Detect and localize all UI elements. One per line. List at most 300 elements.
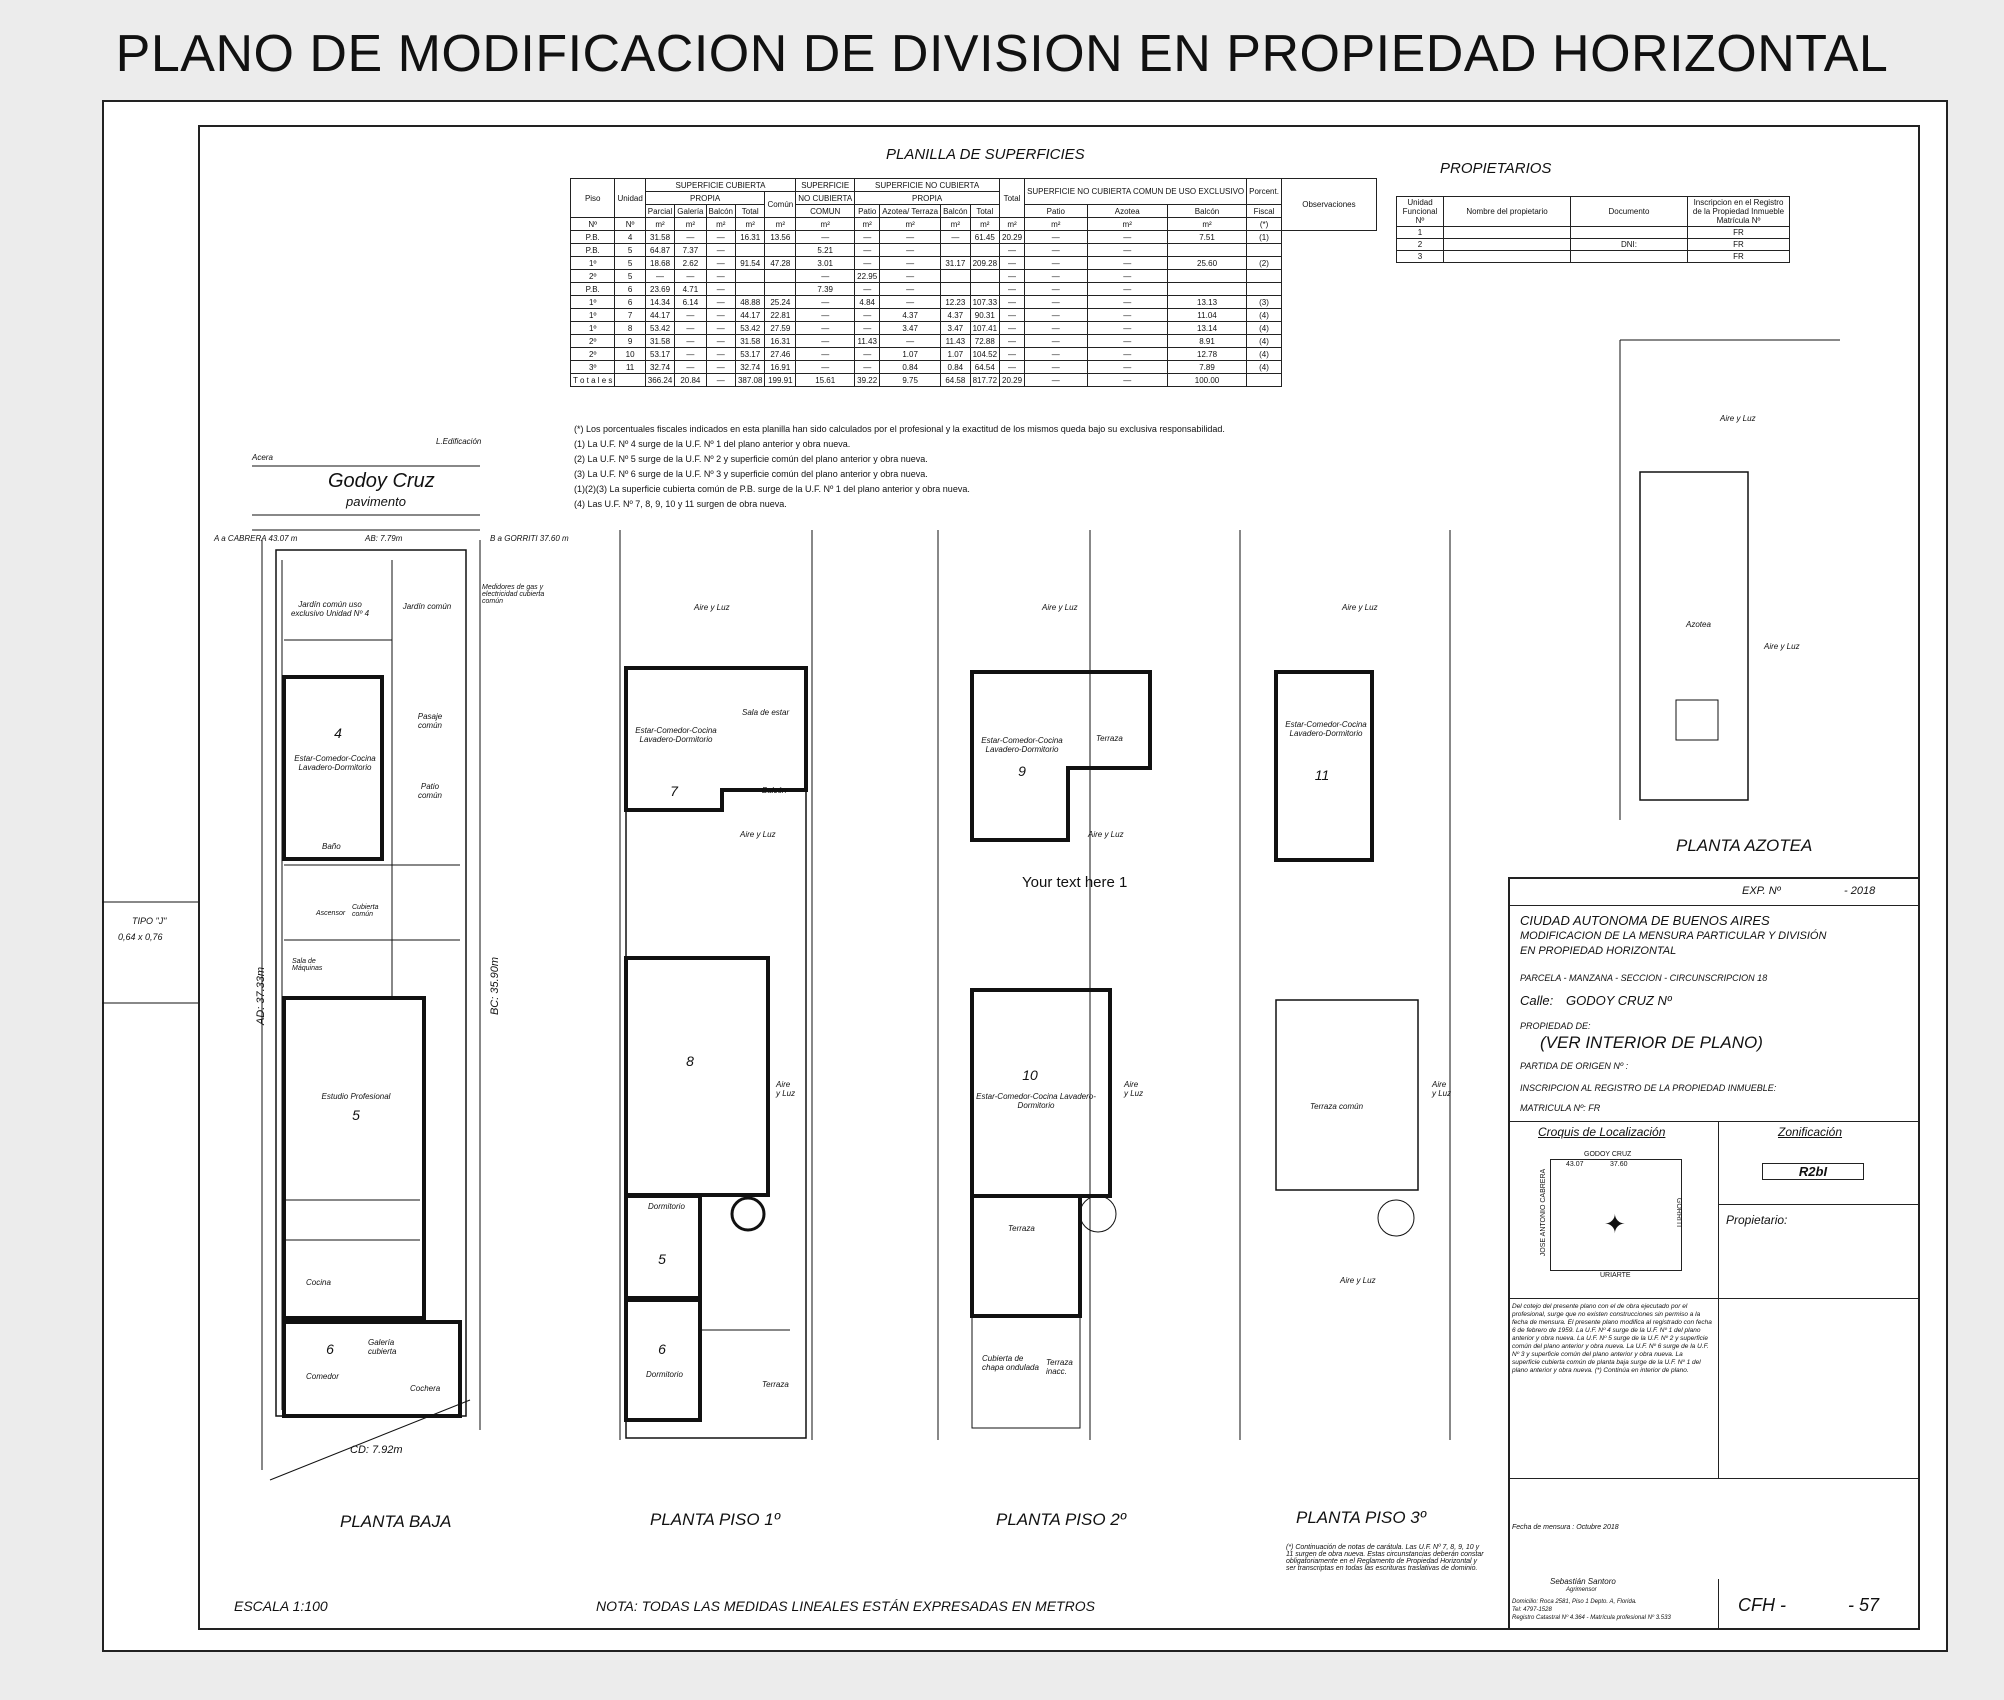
- th-piso: Piso: [571, 179, 615, 218]
- table-cell: 1º: [571, 309, 615, 322]
- table-cell: 3.47: [880, 322, 941, 335]
- th-m2: m²: [706, 218, 735, 231]
- table-cell: 22.81: [765, 309, 796, 322]
- table-cell: 107.33: [970, 296, 999, 309]
- domicilio: Domicilio: Roca 2581, Piso 1 Depto. A, Florida.: [1512, 1599, 1637, 1605]
- table-cell: (4): [1247, 348, 1282, 361]
- th-porcent: Porcent.: [1247, 179, 1282, 205]
- table-cell: 31.58: [645, 335, 674, 348]
- table-cell: —: [1087, 348, 1167, 361]
- table-cell: —: [1087, 322, 1167, 335]
- note-line: (4) Las U.F. Nº 7, 8, 9, 10 y 11 surgen de obra nueva.: [574, 499, 787, 509]
- table-cell: 53.17: [735, 348, 764, 361]
- table-cell: 48.88: [735, 296, 764, 309]
- table-cell: 20.29: [1000, 374, 1025, 387]
- th-propia2: PROPIA: [855, 192, 1000, 205]
- room-label: Estar-Comedor-Cocina Lavadero-Dormitorio: [976, 1092, 1096, 1110]
- th-balcon: Balcón: [706, 205, 735, 218]
- table-cell: 0.84: [941, 361, 970, 374]
- table-cell: —: [1087, 374, 1167, 387]
- telefono: Tel: 4797-1528: [1512, 1607, 1552, 1613]
- table-cell: —: [675, 322, 706, 335]
- note-line: (2) La U.F. Nº 5 surge de la U.F. Nº 2 y superficie común del plano anterior y obra nueva.: [574, 454, 928, 464]
- table-cell: 11: [615, 361, 645, 374]
- table-cell: 91.54: [735, 257, 764, 270]
- table-cell: (1): [1247, 231, 1282, 244]
- th-fiscal: Fiscal: [1247, 205, 1282, 218]
- table-cell: —: [706, 257, 735, 270]
- room-label: Cochera: [410, 1384, 441, 1393]
- partida: PARTIDA DE ORIGEN Nº :: [1520, 1061, 1629, 1071]
- table-cell: 6: [615, 296, 645, 309]
- terraza-p2: [972, 1196, 1080, 1316]
- table-cell: 44.17: [735, 309, 764, 322]
- table-cell: 20.84: [675, 374, 706, 387]
- th-no-cubierta: NO CUBIERTA: [796, 192, 855, 205]
- table-cell: 32.74: [645, 361, 674, 374]
- uf-number: 6: [326, 1341, 334, 1357]
- table-cell: (4): [1247, 361, 1282, 374]
- aire-luz-label: Aire y Luz: [1342, 603, 1378, 612]
- table-cell: 817.72: [970, 374, 999, 387]
- acera-label: Acera: [252, 453, 273, 462]
- table-cell: —: [855, 309, 880, 322]
- table-cell: 72.88: [970, 335, 999, 348]
- table-cell: (4): [1247, 322, 1282, 335]
- uf-number: 7: [670, 783, 678, 799]
- note-line: (1) La U.F. Nº 4 surge de la U.F. Nº 1 del plano anterior y obra nueva.: [574, 439, 851, 449]
- aire-luz-label: Aire y Luz: [740, 830, 776, 839]
- th-obs: Observaciones: [1281, 179, 1376, 231]
- th-m2: m²: [1087, 218, 1167, 231]
- table-cell: —: [796, 361, 855, 374]
- table-cell: 27.46: [765, 348, 796, 361]
- table-cell: (3): [1247, 296, 1282, 309]
- table-cell: —: [1025, 348, 1087, 361]
- table-cell: —: [1087, 335, 1167, 348]
- table-cell: —: [706, 270, 735, 283]
- inscripcion: INSCRIPCION AL REGISTRO DE LA PROPIEDAD INMUEBLE:: [1520, 1083, 1777, 1093]
- table-cell: FR: [1688, 239, 1790, 251]
- table-cell: —: [941, 231, 970, 244]
- table-cell: 7: [615, 309, 645, 322]
- table-cell: —: [675, 335, 706, 348]
- th-m2: m²: [880, 218, 941, 231]
- table-cell: 387.08: [735, 374, 764, 387]
- aire-luz-label: Aire y Luz: [1764, 642, 1800, 651]
- table-cell: DNI:: [1571, 239, 1688, 251]
- croquis-d1: 43.07: [1566, 1161, 1584, 1168]
- th-ast: (*): [1247, 218, 1282, 231]
- table-cell: 16.31: [765, 335, 796, 348]
- title-block: [1508, 877, 1920, 1630]
- th-m2: m²: [970, 218, 999, 231]
- th-m2: m²: [1000, 218, 1025, 231]
- room-label: Terraza: [1096, 734, 1123, 743]
- room-label: Baño: [322, 842, 341, 851]
- table-cell: P.B.: [571, 283, 615, 296]
- table-cell: FR: [1688, 251, 1790, 263]
- aire-luz-label: Aire y Luz: [694, 603, 730, 612]
- table-cell: 6: [615, 283, 645, 296]
- th-total-nc: Total: [970, 205, 999, 218]
- uf-number: 8: [686, 1053, 694, 1069]
- aire-luz-label: Aire y Luz: [1720, 414, 1756, 423]
- table-cell: 9.75: [880, 374, 941, 387]
- table-cell: —: [1025, 296, 1087, 309]
- table-cell: 32.74: [735, 361, 764, 374]
- table-cell: 64.54: [970, 361, 999, 374]
- table-cell: —: [706, 335, 735, 348]
- propietario-label: Propietario:: [1726, 1213, 1788, 1227]
- parcela: PARCELA - MANZANA - SECCION - CIRCUNSCRIPCION 18: [1520, 973, 1768, 983]
- note-line: (1)(2)(3) La superficie cubierta común de P.B. surge de la U.F. Nº 1 del plano anterior y obra nueva.: [574, 484, 970, 494]
- table-cell: —: [706, 309, 735, 322]
- zona-badge: R2bI: [1762, 1163, 1864, 1180]
- table-cell: 7.37: [675, 244, 706, 257]
- aire-luz-label: Aire y Luz: [1432, 1080, 1452, 1098]
- room-label: Galería cubierta: [368, 1338, 397, 1356]
- cabrera-label: A a CABRERA 43.07 m: [214, 534, 298, 543]
- th-m2: m²: [855, 218, 880, 231]
- note-line: (*) Los porcentuales fiscales indicados en esta planilla han sido calculados por el profesional y la exactitud de los mismos queda bajo su exclusiva responsabilidad.: [574, 424, 1225, 434]
- th-total-cub: Total: [735, 205, 764, 218]
- table-cell: 209.28: [970, 257, 999, 270]
- table-cell: T o t a l e s: [571, 374, 615, 387]
- cfh-label: CFH -: [1738, 1595, 1786, 1615]
- cd-dimension: CD: 7.92m: [350, 1444, 403, 1456]
- table-cell: 100.00: [1167, 374, 1246, 387]
- street-name: Godoy Cruz: [328, 470, 435, 492]
- uf5-box-p1: [626, 1196, 700, 1298]
- table-cell: —: [675, 231, 706, 244]
- th-m2: m²: [675, 218, 706, 231]
- table-cell: 1.07: [941, 348, 970, 361]
- table-cell: 31.58: [735, 335, 764, 348]
- gorriti-label: B a GORRITI 37.60 m: [490, 534, 569, 543]
- table-cell: —: [706, 361, 735, 374]
- uf-number: 6: [658, 1341, 666, 1357]
- ab-label: AB: 7.79m: [365, 534, 403, 543]
- table-cell: —: [1000, 348, 1025, 361]
- room-label: Jardín común uso exclusivo Unidad Nº 4: [290, 600, 370, 618]
- table-cell: 18.68: [645, 257, 674, 270]
- room-label: Sala de estar: [742, 708, 790, 717]
- agrimensor-name: Sebastián Santoro: [1550, 1577, 1616, 1586]
- uf6-box-p1: [626, 1300, 700, 1420]
- table-cell: 6.14: [675, 296, 706, 309]
- table-cell: 1.07: [880, 348, 941, 361]
- table-cell: (2): [1247, 257, 1282, 270]
- table-cell: 23.69: [645, 283, 674, 296]
- table-cell: 12.78: [1167, 348, 1246, 361]
- th-unidad: Unidad: [615, 179, 645, 218]
- table-cell: —: [796, 231, 855, 244]
- notes-continuation: (*) Continuación de notas de carátula. Las U.F. Nº 7, 8, 9, 10 y 11 surgen de obra nueva. Estas circunstancias deberán constar obligatoriamente en el Reglamento de Propiedad Horizontal y ser transcriptas en todas las escrituras traslativas de dominio.: [1286, 1544, 1484, 1572]
- uf-number: 10: [1022, 1067, 1038, 1083]
- table-cell: 107.41: [970, 322, 999, 335]
- caption-piso-2: PLANTA PISO 2º: [996, 1510, 1126, 1529]
- table-cell: 7.51: [1167, 231, 1246, 244]
- uf5-box-pb: [284, 998, 424, 1318]
- exp-label: EXP. Nº: [1742, 885, 1781, 897]
- exp-year: - 2018: [1844, 885, 1876, 897]
- table-cell: —: [706, 296, 735, 309]
- table-cell: —: [1000, 296, 1025, 309]
- table-cell: —: [1000, 244, 1025, 257]
- th-balcon2: Balcón: [941, 205, 970, 218]
- th-uf: Unidad Funcional Nº: [1397, 197, 1444, 227]
- escala: ESCALA 1:100: [234, 1598, 328, 1614]
- th-superficie: SUPERFICIE: [796, 179, 855, 192]
- table-cell: —: [855, 361, 880, 374]
- room-label: Estudio Profesional: [321, 1092, 391, 1101]
- table-cell: 366.24: [645, 374, 674, 387]
- th-sup-no-cubierta: SUPERFICIE NO CUBIERTA: [855, 179, 1000, 192]
- table-cell: —: [1087, 244, 1167, 257]
- th-m2: m²: [941, 218, 970, 231]
- th-m2: m²: [1025, 218, 1087, 231]
- aire-luz-label: Aire y Luz: [776, 1080, 796, 1098]
- table-cell: —: [1087, 283, 1167, 296]
- table-cell: 16.91: [765, 361, 796, 374]
- table-cell: —: [706, 283, 735, 296]
- th-azotea2: Azotea: [1087, 205, 1167, 218]
- table-cell: 14.34: [645, 296, 674, 309]
- table-cell: —: [1025, 257, 1087, 270]
- en-ph: EN PROPIEDAD HORIZONTAL: [1520, 945, 1677, 957]
- table-cell: 5.21: [796, 244, 855, 257]
- caption-planta-baja: PLANTA BAJA: [340, 1512, 452, 1531]
- table-cell: —: [1000, 335, 1025, 348]
- planilla-title: PLANILLA DE SUPERFICIES: [886, 146, 1085, 163]
- table-cell: —: [880, 335, 941, 348]
- table-cell: —: [1000, 270, 1025, 283]
- agrimensor-title: Agrimensor: [1566, 1587, 1597, 1593]
- room-label: Estar-Comedor-Cocina Lavadero-Dormitorio: [294, 754, 376, 772]
- table-cell: 2º: [571, 335, 615, 348]
- title-block-notes: Del cotejo del presente plano con el de obra ejecutado por el profesional, surge que no existen construcciones sin permiso a la fecha de mensura. El presente plano modifica al registrado con fecha 6 de febrero de 1959. La U.F. Nº 4 surge de la U.F. Nº 1 del plano anterior y obra nueva. La U.F. Nº 5 surge de la U.F. Nº 2 y superficie común del plano anterior y obra nueva. La U.F. Nº 6 surge de la U.F. Nº 3 y superficie común del plano anterior y obra nueva. La superficie cubierta común de planta baja surge de la U.F. Nº 1 del plano anterior y obra nueva. (*) Continúa en interior de plano.: [1512, 1303, 1712, 1374]
- th-parcial: Parcial: [645, 205, 674, 218]
- page-title: PLANO DE MODIFICACION DE DIVISION EN PROPIEDAD HORIZONTAL: [115, 25, 1889, 83]
- table-cell: 13.56: [765, 231, 796, 244]
- uf9-box: [972, 672, 1150, 840]
- table-cell: 7.39: [796, 283, 855, 296]
- table-cell: —: [1025, 322, 1087, 335]
- room-label: Estar-Comedor-Cocina Lavadero-Dormitorio: [1285, 720, 1367, 738]
- table-cell: 8: [615, 322, 645, 335]
- croquis-cabrera: JOSE ANTONIO CABRERA: [1540, 1168, 1548, 1257]
- table-cell: —: [675, 348, 706, 361]
- th-no2: Nº: [615, 218, 645, 231]
- th-sup-excl: SUPERFICIE NO CUBIERTA COMUN DE USO EXCLUSIVO: [1025, 179, 1247, 205]
- table-cell: 13.13: [1167, 296, 1246, 309]
- th-patio2: Patio: [1025, 205, 1087, 218]
- croquis-title: Croquis de Localización: [1538, 1125, 1666, 1139]
- room-label: Medidores de gas y electricidad cubierta común: [482, 584, 545, 605]
- nota-medidas: NOTA: TODAS LAS MEDIDAS LINEALES ESTÁN EXPRESADAS EN METROS: [596, 1598, 1095, 1614]
- zonificacion-title: Zonificación: [1778, 1125, 1843, 1139]
- table-cell: 27.59: [765, 322, 796, 335]
- placeholder-text: Your text here 1: [1022, 874, 1128, 891]
- table-cell: —: [880, 270, 941, 283]
- table-cell: 61.45: [970, 231, 999, 244]
- table-cell: —: [880, 244, 941, 257]
- pavimento-label: pavimento: [346, 494, 406, 509]
- azotea-outline: [1640, 472, 1748, 800]
- table-cell: 53.42: [645, 322, 674, 335]
- caption-piso-1: PLANTA PISO 1º: [650, 1510, 780, 1529]
- table-cell: 64.58: [941, 374, 970, 387]
- th-total: Total: [1000, 179, 1025, 218]
- uf-number: 11: [1314, 767, 1330, 783]
- ad-dimension: AD: 37.33m: [255, 966, 268, 1026]
- room-label: Cubierta común: [352, 904, 379, 918]
- table-cell: 1º: [571, 322, 615, 335]
- table-cell: 5: [615, 244, 645, 257]
- table-cell: 53.42: [735, 322, 764, 335]
- table-cell: 3.01: [796, 257, 855, 270]
- ver-interior: (VER INTERIOR DE PLANO): [1540, 1033, 1763, 1052]
- table-cell: —: [796, 270, 855, 283]
- table-cell: —: [796, 348, 855, 361]
- table-cell: —: [706, 244, 735, 257]
- table-cell: 47.28: [765, 257, 796, 270]
- table-cell: —: [796, 309, 855, 322]
- table-cell: —: [880, 231, 941, 244]
- uf11-box: [1276, 672, 1372, 860]
- table-cell: 4.37: [880, 309, 941, 322]
- tipo-label: TIPO "J": [132, 916, 167, 926]
- table-cell: —: [645, 270, 674, 283]
- table-cell: 39.22: [855, 374, 880, 387]
- uf-number: 9: [1018, 763, 1026, 779]
- table-cell: 53.17: [645, 348, 674, 361]
- aire-luz-label: Aire y Luz: [1124, 1080, 1144, 1098]
- table-cell: —: [1087, 361, 1167, 374]
- aire-luz-label: Aire y Luz: [1340, 1276, 1376, 1285]
- table-cell: 1: [1397, 227, 1444, 239]
- room-label: Estar-Comedor-Cocina Lavadero-Dormitorio: [981, 736, 1063, 754]
- matricula: MATRICULA Nº: FR: [1520, 1103, 1601, 1113]
- table-cell: —: [1025, 283, 1087, 296]
- registro: Registro Catastral Nº 4.364 - Matrícula profesional Nº 3.533: [1512, 1615, 1671, 1621]
- th-balcon3: Balcón: [1167, 205, 1246, 218]
- table-cell: 10: [615, 348, 645, 361]
- table-cell: —: [880, 296, 941, 309]
- th-comun: Común: [765, 192, 796, 218]
- table-cell: 2: [1397, 239, 1444, 251]
- room-label: Dormitorio: [646, 1370, 683, 1379]
- table-cell: —: [1025, 361, 1087, 374]
- room-label: Terraza: [1008, 1224, 1035, 1233]
- ciudad: CIUDAD AUTONOMA DE BUENOS AIRES: [1520, 913, 1770, 928]
- table-cell: 104.52: [970, 348, 999, 361]
- table-cell: P.B.: [571, 244, 615, 257]
- table-cell: 15.61: [796, 374, 855, 387]
- table-cell: (4): [1247, 335, 1282, 348]
- th-sup-cubierta: SUPERFICIE CUBIERTA: [645, 179, 795, 192]
- table-cell: —: [1000, 283, 1025, 296]
- uf6-box-pb: [284, 1322, 460, 1416]
- room-label: Balcón: [762, 786, 787, 795]
- table-cell: 11.43: [941, 335, 970, 348]
- bc-dimension: BC: 35.90m: [489, 956, 502, 1016]
- table-cell: 4: [615, 231, 645, 244]
- table-cell: —: [675, 309, 706, 322]
- table-cell: —: [675, 270, 706, 283]
- table-cell: —: [1000, 361, 1025, 374]
- room-label: Terraza: [762, 1380, 789, 1389]
- table-cell: 3º: [571, 361, 615, 374]
- table-cell: —: [1087, 270, 1167, 283]
- th-m2: m²: [1167, 218, 1246, 231]
- table-cell: —: [1025, 309, 1087, 322]
- th-patio: Patio: [855, 205, 880, 218]
- table-cell: —: [796, 322, 855, 335]
- table-cell: 90.31: [970, 309, 999, 322]
- aire-luz-label: Aire y Luz: [1088, 830, 1124, 839]
- table-cell: 20.29: [1000, 231, 1025, 244]
- table-cell: 7.89: [1167, 361, 1246, 374]
- fecha-mensura: Fecha de mensura : Octubre 2018: [1512, 1524, 1619, 1531]
- table-cell: —: [706, 374, 735, 387]
- table-cell: —: [706, 348, 735, 361]
- th-m2: m²: [735, 218, 764, 231]
- uf-number: 5: [352, 1107, 360, 1123]
- table-cell: 1º: [571, 296, 615, 309]
- croquis-godoy: GODOY CRUZ: [1584, 1151, 1632, 1158]
- th-galeria: Galería: [675, 205, 706, 218]
- table-cell: 13.14: [1167, 322, 1246, 335]
- table-cell: —: [880, 283, 941, 296]
- table-cell: P.B.: [571, 231, 615, 244]
- table-cell: 16.31: [735, 231, 764, 244]
- croquis-d2: 37.60: [1610, 1161, 1628, 1168]
- table-cell: —: [1025, 244, 1087, 257]
- table-cell: 44.17: [645, 309, 674, 322]
- uf8-box: [626, 958, 768, 1195]
- caption-azotea: PLANTA AZOTEA: [1676, 836, 1813, 855]
- north-arrow-icon: ✦: [1604, 1209, 1626, 1239]
- table-cell: —: [1025, 335, 1087, 348]
- table-cell: 25.24: [765, 296, 796, 309]
- th-inscripcion: Inscripcion en el Registro de la Propiedad Inmueble Matrícula Nº: [1688, 197, 1790, 227]
- table-cell: 2º: [571, 348, 615, 361]
- table-cell: (4): [1247, 309, 1282, 322]
- calle-value: GODOY CRUZ Nº: [1566, 993, 1672, 1008]
- uf-number: 5: [658, 1251, 666, 1267]
- room-label: Pasaje común: [417, 712, 443, 730]
- th-comun2: COMUN: [796, 205, 855, 218]
- th-nombre: Nombre del propietario: [1444, 197, 1571, 227]
- room-label: Patio común: [417, 782, 442, 800]
- th-no: Nº: [571, 218, 615, 231]
- table-cell: —: [796, 335, 855, 348]
- table-cell: 8.91: [1167, 335, 1246, 348]
- th-m2: m²: [796, 218, 855, 231]
- table-cell: —: [880, 257, 941, 270]
- th-m2: m²: [645, 218, 674, 231]
- room-label: Terraza común: [1310, 1102, 1364, 1111]
- table-cell: 12.23: [941, 296, 970, 309]
- table-cell: —: [855, 283, 880, 296]
- room-label: Cocina: [306, 1278, 331, 1287]
- th-documento: Documento: [1571, 197, 1688, 227]
- table-cell: —: [1025, 374, 1087, 387]
- propietarios-title: PROPIETARIOS: [1440, 160, 1552, 177]
- croquis-gorriti: GORRITI: [1675, 1197, 1683, 1228]
